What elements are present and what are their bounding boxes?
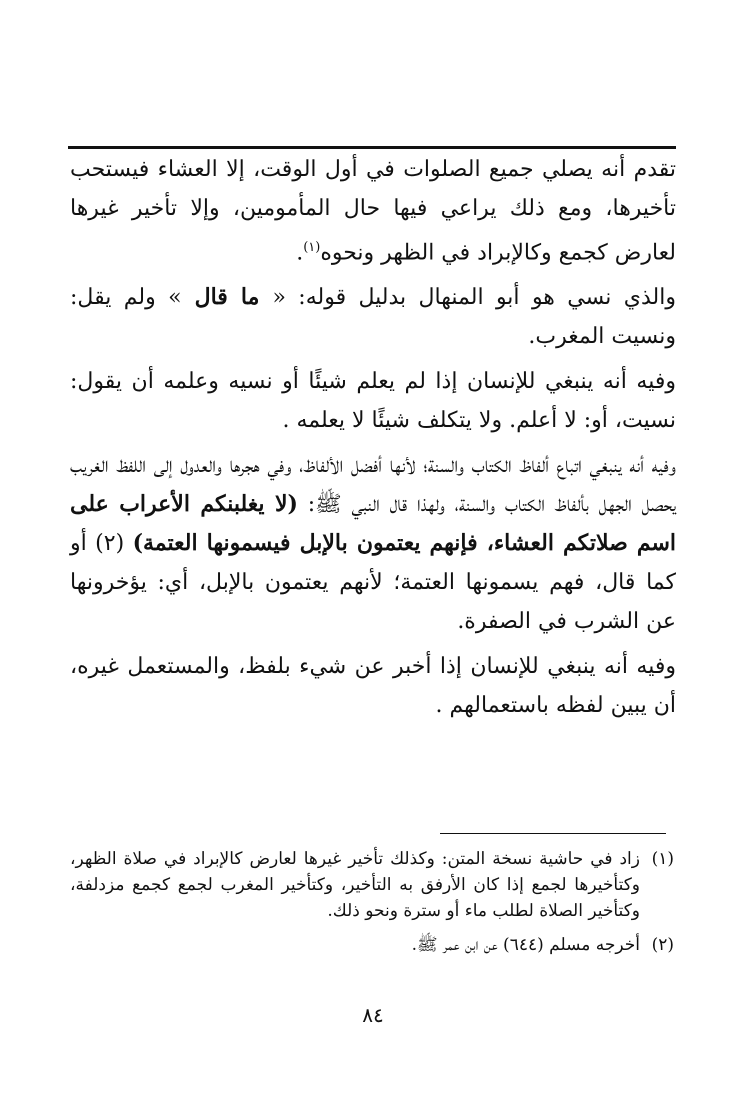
- paragraph-text: وفيه أنه ينبغي للإنسان إذا لم يعلم شيئًا أو نسيه وعلمه أن يقول: نسيت، أو: لا أعلم. ولا يتكلف شيئًا لا يعلمه .: [70, 369, 676, 434]
- paragraph: [70, 150, 676, 272]
- footnote: [70, 932, 674, 958]
- paragraph: [70, 446, 676, 641]
- paragraph-text: (٢) أو كما قال، فهم يسمونها العتمة؛ لأنهم يعتمون بالإبل، أي: يؤخرونها عن الشرب في الصفرة.: [70, 531, 676, 635]
- footnote-divider: [440, 833, 666, 834]
- paragraph-text: وفيه أنه ينبغي اتباع ألفاظ الكتاب والسنة؛ لأنها أفضل الألفاظ، وفي هجرها والعدول إلى اللفظ الغريب يحصل الجهل بألفاظ الكتاب والسنة، ولهذا قال النبي ﷺ:: [70, 453, 676, 518]
- paragraph: [70, 362, 676, 440]
- footnote-number: (٢): [651, 935, 674, 955]
- main-text: [70, 150, 676, 725]
- paragraph: [70, 278, 676, 356]
- footnote: [70, 846, 674, 924]
- paragraph-text: » ولم يقل: ونسيت المغرب.: [70, 285, 676, 350]
- footnote-text: أخرجه مسلم (٦٤٤) عن ابن عمر ﷺ.: [411, 935, 640, 955]
- footnotes: [70, 846, 674, 966]
- hadith-quote: (لا يغلبنكم الأعراب على اسم صلاتكم العشاء، فإنهم يعتمون بالإبل فيسمونها العتمة): [70, 491, 677, 557]
- footnote-ref: (١): [303, 240, 321, 255]
- paragraph-text: وفيه أنه ينبغي للإنسان إذا أخبر عن شيء بلفظ، والمستعمل غيره، أن يبين لفظه باستعمالهم .: [70, 654, 676, 719]
- paragraph-text: تقدم أنه يصلي جميع الصلوات في أول الوقت، إلا العشاء فيستحب تأخيرها، ومع ذلك يراعي فيها حال المأمومين، وإلا تأخير غيرها لعارض كجمع وكالإبراد في الظهر ونحوه: [70, 157, 676, 266]
- footnote-number: (١): [651, 849, 674, 869]
- paragraph-text: والذي نسي هو أبو المنهال بدليل قوله: «: [272, 285, 676, 311]
- quoted-phrase: ما قال: [181, 284, 273, 311]
- paragraph: [70, 647, 676, 725]
- page-number: ٨٤: [362, 1003, 384, 1027]
- footnote-text: زاد في حاشية نسخة المتن: وكذلك تأخير غيرها لعارض كالإبراد في صلاة الظهر، وكتأخيرها لجمع إذا كان الأرفق به التأخير، وكتأخير المغرب لجمع كجمع مزدلفة، وكتأخير الصلاة لطلب ماء أو سترة ونحو ذلك.: [70, 849, 640, 921]
- header-rule: [68, 146, 676, 149]
- paragraph-text: .: [296, 240, 304, 266]
